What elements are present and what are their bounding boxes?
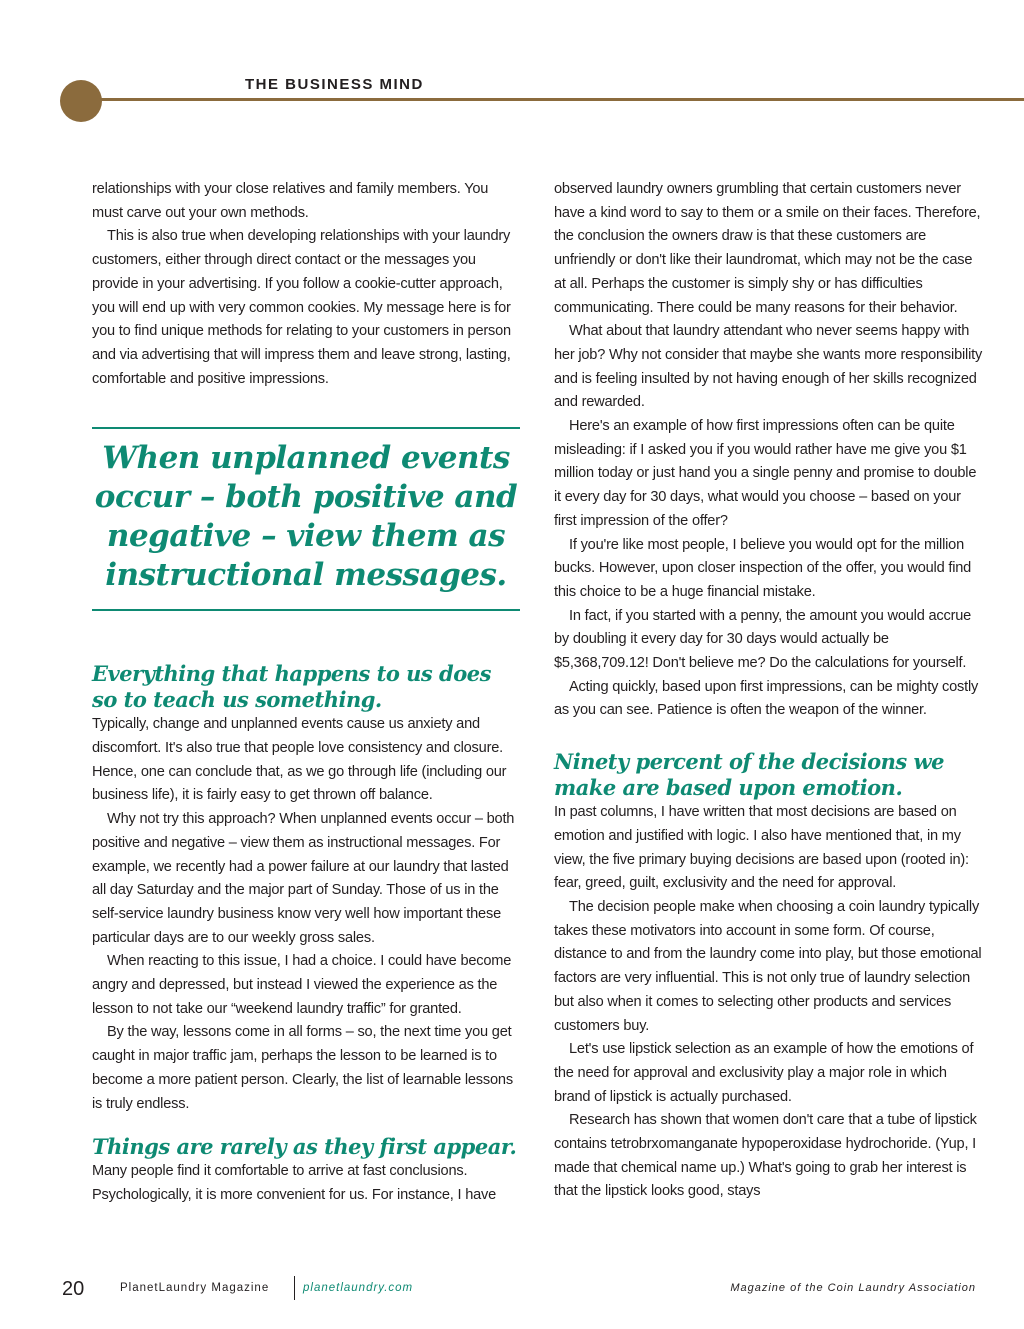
association-tagline: Magazine of the Coin Laundry Association — [730, 1282, 976, 1294]
pull-quote — [92, 427, 520, 611]
subheading: Ninety percent of the decisions we make are based upon emotion. — [554, 749, 944, 801]
magazine-name: PlanetLaundry Magazine — [120, 1282, 270, 1294]
paragraph: Many people find it comfortable to arrive at fast conclusions. Psychologically, it is more convenient for us. For instance, I have — [92, 1163, 497, 1203]
paragraph: By the way, lessons come in all forms – so, the next time you get caught in major traffic jam, perhaps the lesson to be learned is to become a more patient person. Clearly, the list of learnable lessons is truly endless. — [92, 1024, 513, 1112]
paragraph: What about that laundry attendant who never seems happy with her job? Why not consider that maybe she wants more responsibility and is feeling insulted by not having enough of her skills recognized and rewarded. — [554, 323, 983, 411]
page-number: 20 — [62, 1278, 85, 1300]
paragraph: Research has shown that women don't care that a tube of lipstick contains tetrobrxomanganate hypoperoxidase hydrochoride. (Yup, I made that chemical name up.) What's going to grab her interest is that the lipstick looks good, stays — [554, 1112, 977, 1200]
paragraph: observed laundry owners grumbling that certain customers never have a kind word to say to them or a smile on their faces. Therefore, the conclusion the owners draw is that these customers are unfriendly or don't like their laundromat, which may not be the case at all. Perhaps the customer is simply shy or has difficulties communicating. There could be many reasons for their behavior. — [554, 181, 981, 316]
header-bullet-dot — [60, 80, 102, 122]
paragraph: Here's an example of how first impressions often can be quite misleading: if I asked you if you would rather have me give you $1 million today or just hand you a single penny and promise to double it every day for 30 days, what would you choose – based on your first impression of the offer? — [554, 418, 977, 529]
paragraph: When reacting to this issue, I had a choice. I could have become angry and depressed, but instead I viewed the experience as the lesson to not take our “weekend laundry traffic” for granted. — [92, 953, 512, 1017]
paragraph: In past columns, I have written that most decisions are based on emotion and justified with logic. I also have mentioned that, in my view, the five primary buying decisions are based upon (rooted in): fear, greed, guilt, exclusivity and the need for approval. — [554, 804, 969, 892]
paragraph: This is also true when developing relationships with your laundry customers, either through direct contact or the messages you provide in your advertising. If you follow a cookie-cutter approach, you will end up with very common cookies. My message here is for you to find unique methods for relating to your customers in person and via advertising that will impress them and leave strong, lasting, comfortable and positive impressions. — [92, 228, 511, 387]
left-column — [92, 178, 520, 1208]
paragraph: If you're like most people, I believe you would opt for the million bucks. However, upon closer inspection of the offer, you would find this choice to be a huge financial mistake. — [554, 536, 972, 600]
footer-divider — [294, 1276, 295, 1300]
paragraph: Why not try this approach? When unplanned events occur – both positive and negative – view them as instructional messages. For example, we recently had a power failure at our laundry that lasted all day Saturday and the major part of Sunday. Those of us in the self-service laundry business know very well how important these particular days are to our weekly gross sales. — [92, 811, 515, 946]
section-title: THE BUSINESS MIND — [245, 76, 424, 93]
subheading: Things are rarely as they first appear. — [92, 1134, 517, 1160]
paragraph: relationships with your close relatives and family members. You must carve out your own methods. — [92, 181, 489, 221]
subheading: Everything that happens to us does so to teach us something. — [92, 661, 491, 713]
pull-quote-text: When unplanned events occur – both positive and negative – view them as instructional messages. — [94, 440, 518, 594]
paragraph: Let's use lipstick selection as an example of how the emotions of the need for approval and exclusivity play a major role in which brand of lipstick is actually purchased. — [554, 1041, 974, 1105]
paragraph: The decision people make when choosing a coin laundry typically takes these motivators into account in some form. Of course, distance to and from the laundry come into play, but those emotional factors are very influential. This is not only true of laundry selection but also when it comes to selecting other products and services customers buy. — [554, 898, 982, 1034]
paragraph: Acting quickly, based upon first impressions, can be mighty costly as you can see. Patience is often the weapon of the winner. — [554, 678, 979, 719]
header-rule — [100, 98, 1024, 101]
right-column — [554, 178, 984, 1204]
paragraph: In fact, if you started with a penny, the amount you would accrue by doubling it every day for 30 days would actually be $5,368,709.12! Don't believe me? Do the calculations for yourself. — [554, 607, 972, 672]
website-link[interactable]: planetlaundry.com — [303, 1282, 414, 1294]
paragraph: Typically, change and unplanned events cause us anxiety and discomfort. It's also true that people love consistency and closure. Hence, one can conclude that, as we go through life (including our business life), it is fairly easy to get thrown off balance. — [92, 716, 507, 804]
